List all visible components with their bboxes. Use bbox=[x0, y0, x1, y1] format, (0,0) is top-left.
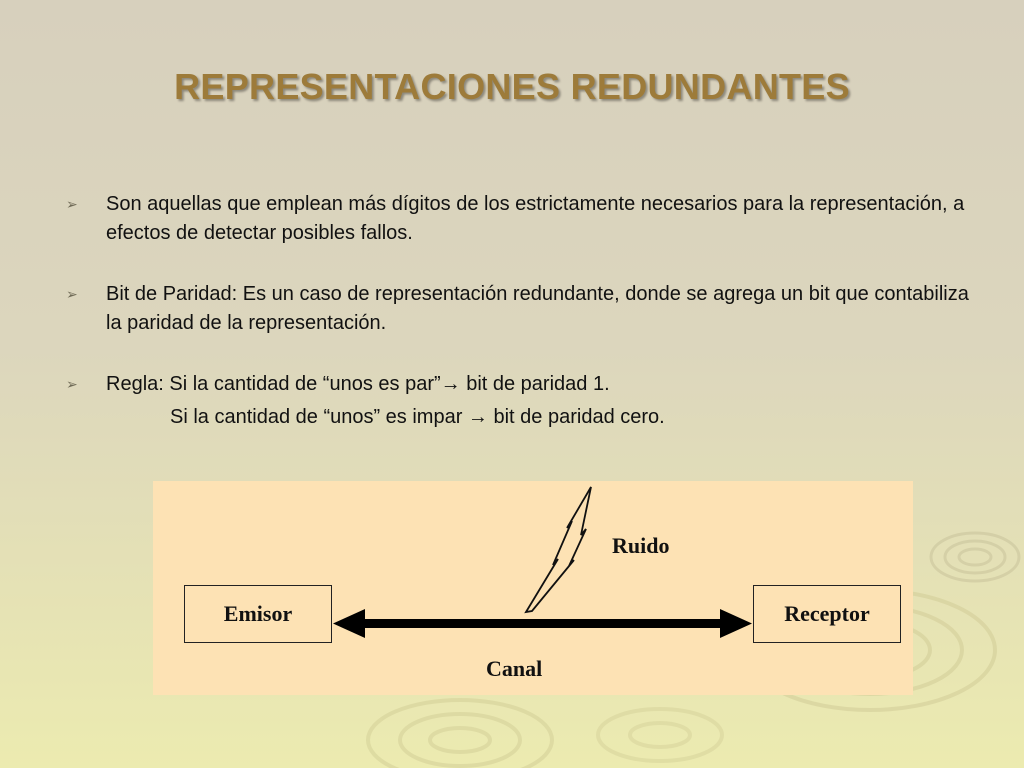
bullet-item bbox=[66, 370, 986, 432]
bullet-text: Bit de Paridad: Es un caso de representación redundante, donde se agrega un bit que contabiliza la paridad de la representación. bbox=[106, 283, 969, 334]
arrowhead-bullet-icon: ➢ bbox=[66, 376, 78, 392]
receptor-box bbox=[753, 585, 901, 643]
bullet-list bbox=[66, 190, 986, 464]
bullet-item bbox=[66, 280, 986, 338]
lightning-bolt-icon bbox=[526, 487, 591, 612]
channel-diagram bbox=[153, 481, 913, 695]
arrowhead-bullet-icon: ➢ bbox=[66, 286, 78, 302]
emisor-box bbox=[184, 585, 332, 643]
bullet-text: Regla: Si la cantidad de “unos es par”→ bit de paridad 1. bbox=[106, 373, 610, 395]
bullet-text: Son aquellas que emplean más dígitos de los estrictamente necesarios para la representación, a efectos de detectar posibles fallos. bbox=[106, 193, 965, 244]
canal-label: Canal bbox=[486, 656, 543, 681]
slide-title: REPRESENTACIONES REDUNDANTES bbox=[174, 66, 850, 107]
arrowhead-bullet-icon: ➢ bbox=[66, 196, 78, 212]
bullet-text-line2: Si la cantidad de “unos” es impar → bit de paridad cero. bbox=[170, 406, 665, 428]
ruido-label: Ruido bbox=[612, 533, 670, 558]
bullet-item bbox=[66, 190, 986, 248]
receptor-label: Receptor bbox=[784, 601, 870, 626]
channel-arrow bbox=[333, 609, 752, 638]
emisor-label: Emisor bbox=[223, 601, 293, 626]
